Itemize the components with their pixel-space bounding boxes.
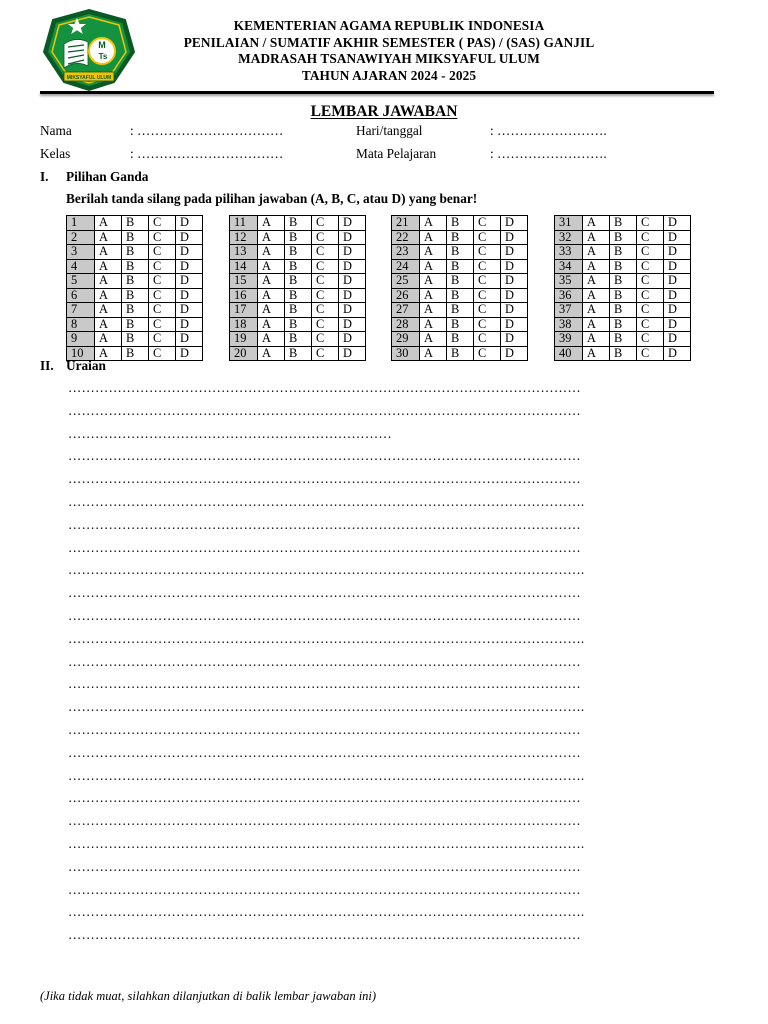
answer-option-d[interactable]: D (176, 303, 203, 318)
answer-option-b[interactable]: B (610, 274, 637, 289)
answer-row (67, 230, 203, 245)
answer-option-a[interactable]: A (258, 346, 285, 361)
answer-option-a[interactable]: A (258, 245, 285, 260)
answer-row (555, 230, 691, 245)
answer-option-b[interactable]: B (122, 216, 149, 231)
answer-row (230, 332, 366, 347)
answer-option-d[interactable]: D (339, 317, 366, 332)
question-number: 29 (392, 332, 420, 347)
answer-option-a[interactable]: A (258, 216, 285, 231)
question-number: 13 (230, 245, 258, 260)
answer-option-a[interactable]: A (420, 230, 447, 245)
answer-option-a[interactable]: A (420, 274, 447, 289)
answer-option-a[interactable]: A (420, 216, 447, 231)
answer-option-d[interactable]: D (501, 245, 528, 260)
question-number: 15 (230, 274, 258, 289)
answer-option-d[interactable]: D (176, 259, 203, 274)
question-number: 21 (392, 216, 420, 231)
answer-option-d[interactable]: D (664, 274, 691, 289)
answer-row (230, 274, 366, 289)
answer-block-1 (66, 215, 203, 361)
answer-option-c[interactable]: C (637, 216, 664, 231)
answer-option-b[interactable]: B (122, 288, 149, 303)
answer-option-c[interactable]: C (149, 230, 176, 245)
question-number: 28 (392, 317, 420, 332)
mata-pelajaran-label: Mata Pelajaran (356, 146, 437, 161)
answer-option-d[interactable]: D (501, 274, 528, 289)
answer-option-d[interactable]: D (176, 288, 203, 303)
answer-option-a[interactable]: A (583, 230, 610, 245)
answer-row (392, 346, 528, 361)
essay-line[interactable]: ……………………………………………………………………………………………………. (68, 836, 585, 851)
answer-option-a[interactable]: A (420, 346, 447, 361)
answer-option-a[interactable]: A (583, 317, 610, 332)
question-number: 6 (67, 288, 95, 303)
answer-option-c[interactable]: C (312, 230, 339, 245)
answer-option-d[interactable]: D (339, 274, 366, 289)
answer-row (67, 274, 203, 289)
essay-line[interactable]: …………………………………………………………………………………………………… (68, 813, 581, 829)
answer-row (67, 245, 203, 260)
answer-option-c[interactable]: C (474, 274, 501, 289)
question-number: 33 (555, 245, 583, 260)
answer-option-b[interactable]: B (447, 346, 474, 361)
essay-line[interactable]: …………………………………………………………………………………………………… (68, 539, 581, 555)
header-line-ministry: KEMENTERIAN AGAMA REPUBLIK INDONESIA (233, 18, 545, 33)
answer-row (67, 259, 203, 274)
answer-option-d[interactable]: D (339, 303, 366, 318)
question-number: 19 (230, 332, 258, 347)
answer-option-b[interactable]: B (610, 346, 637, 361)
answer-row (555, 274, 691, 289)
answer-row (392, 259, 528, 274)
answer-option-c[interactable]: C (637, 303, 664, 318)
answer-option-b[interactable]: B (610, 230, 637, 245)
answer-option-d[interactable]: D (664, 259, 691, 274)
answer-option-a[interactable]: A (420, 259, 447, 274)
answer-row (555, 259, 691, 274)
answer-option-c[interactable]: C (312, 332, 339, 347)
answer-option-c[interactable]: C (149, 332, 176, 347)
answer-option-c[interactable]: C (312, 303, 339, 318)
answer-option-c[interactable]: C (474, 245, 501, 260)
answer-option-b[interactable]: B (285, 346, 312, 361)
answer-row (392, 332, 528, 347)
hari-tanggal-field[interactable]: : ……………………. (490, 123, 607, 138)
answer-option-a[interactable]: A (420, 317, 447, 332)
answer-option-c[interactable]: C (149, 288, 176, 303)
answer-option-c[interactable]: C (149, 216, 176, 231)
essay-line[interactable]: …………………………………………………………………………………………………… (68, 722, 581, 737)
answer-option-b[interactable]: B (447, 317, 474, 332)
answer-block-2 (229, 215, 366, 361)
answer-option-b[interactable]: B (122, 303, 149, 318)
answer-option-a[interactable]: A (583, 259, 610, 274)
question-number: 30 (392, 346, 420, 361)
answer-option-c[interactable]: C (474, 317, 501, 332)
answer-option-c[interactable]: C (312, 259, 339, 274)
question-number: 27 (392, 303, 420, 318)
answer-option-b[interactable]: B (285, 332, 312, 347)
answer-option-d[interactable]: D (176, 230, 203, 245)
answer-option-d[interactable]: D (501, 216, 528, 231)
answer-option-b[interactable]: B (447, 216, 474, 231)
answer-option-b[interactable]: B (447, 259, 474, 274)
question-number: 7 (67, 303, 95, 318)
kelas-field[interactable]: : …………………………… (130, 146, 284, 161)
answer-option-b[interactable]: B (285, 317, 312, 332)
answer-option-d[interactable]: D (339, 245, 366, 260)
answer-option-d[interactable]: D (176, 274, 203, 289)
question-number: 14 (230, 259, 258, 274)
answer-row (230, 346, 366, 361)
answer-option-d[interactable]: D (501, 303, 528, 318)
question-number: 10 (67, 346, 95, 361)
essay-line[interactable]: …………………………………………………………………………………………………… (68, 380, 581, 395)
answer-row (392, 230, 528, 245)
header-line-school: MADRASAH TSANAWIYAH MIKSYAFUL ULUM (238, 51, 540, 66)
answer-option-c[interactable]: C (474, 230, 501, 245)
answer-option-d[interactable]: D (339, 346, 366, 361)
question-number: 8 (67, 317, 95, 332)
question-number: 39 (555, 332, 583, 347)
answer-option-a[interactable]: A (95, 317, 122, 332)
answer-row (555, 303, 691, 318)
answer-option-b[interactable]: B (285, 230, 312, 245)
answer-option-a[interactable]: A (420, 288, 447, 303)
essay-line[interactable]: …………………………………………………………………………………………………… (68, 448, 581, 464)
answer-option-d[interactable]: D (664, 303, 691, 318)
answer-option-b[interactable]: B (122, 346, 149, 361)
answer-option-c[interactable]: C (149, 245, 176, 260)
footnote: (Jika tidak muat, silahkan dilanjutkan di balik lembar jawaban ini) (40, 989, 377, 1003)
question-number: 17 (230, 303, 258, 318)
answer-row (230, 317, 366, 332)
answer-option-a[interactable]: A (420, 245, 447, 260)
answer-row (230, 259, 366, 274)
answer-row (392, 317, 528, 332)
section-1-instruction: Berilah tanda silang pada pilihan jawaban (A, B, C, atau D) yang benar! (66, 191, 478, 206)
answer-option-a[interactable]: A (95, 259, 122, 274)
answer-option-c[interactable]: C (474, 332, 501, 347)
answer-row (555, 317, 691, 332)
question-number: 11 (230, 216, 258, 231)
answer-option-b[interactable]: B (610, 288, 637, 303)
answer-option-c[interactable]: C (312, 216, 339, 231)
page-title (0, 103, 768, 121)
essay-line[interactable]: ……………………………………………………………………………………………………. (68, 562, 585, 578)
essay-line[interactable]: …………………………………………………………………………………………………… (68, 402, 581, 418)
question-number: 32 (555, 230, 583, 245)
answer-option-a[interactable]: A (583, 216, 610, 231)
answer-option-d[interactable]: D (664, 332, 691, 347)
answer-option-b[interactable]: B (285, 288, 312, 303)
question-number: 22 (392, 230, 420, 245)
essay-line[interactable]: …………………………………………………………………………………………………… (68, 585, 581, 601)
answer-row (392, 216, 528, 231)
answer-option-d[interactable]: D (501, 332, 528, 347)
answer-option-c[interactable]: C (312, 245, 339, 260)
answer-option-b[interactable]: B (122, 230, 149, 245)
answer-option-d[interactable]: D (176, 317, 203, 332)
answer-option-b[interactable]: B (447, 274, 474, 289)
answer-row (230, 216, 366, 231)
nama-field[interactable]: : …………………………… (130, 123, 284, 138)
essay-line[interactable]: …………………………………………………………………………………………………… (68, 927, 581, 943)
answer-row (555, 346, 691, 361)
answer-row (67, 303, 203, 318)
page-title-text: LEMBAR JAWABAN (310, 103, 458, 120)
question-number: 3 (67, 245, 95, 260)
answer-option-a[interactable]: A (258, 332, 285, 347)
answer-option-b[interactable]: B (122, 332, 149, 347)
essay-line[interactable]: ……………………………………………………………………………………………………. (68, 494, 585, 509)
section-1-number: I. (40, 169, 49, 184)
answer-option-a[interactable]: A (95, 245, 122, 260)
answer-option-b[interactable]: B (122, 245, 149, 260)
essay-line[interactable]: …………………………………………………………………………………………………… (68, 881, 581, 897)
answer-option-c[interactable]: C (637, 259, 664, 274)
logo-monogram-top: M (98, 40, 106, 50)
answer-option-d[interactable]: D (664, 230, 691, 245)
essay-line[interactable]: ……………………………………………………………………………………………………. (68, 630, 585, 646)
answer-row (230, 230, 366, 245)
answer-option-b[interactable]: B (122, 317, 149, 332)
answer-option-b[interactable]: B (447, 303, 474, 318)
answer-option-c[interactable]: C (474, 303, 501, 318)
answer-option-a[interactable]: A (258, 274, 285, 289)
question-number: 2 (67, 230, 95, 245)
answer-option-d[interactable]: D (339, 216, 366, 231)
essay-line[interactable]: …………………………………………………………………………………………………… (68, 608, 581, 623)
answer-option-b[interactable]: B (447, 245, 474, 260)
answer-option-c[interactable]: C (149, 303, 176, 318)
letterhead (150, 18, 628, 84)
answer-row (230, 245, 366, 260)
answer-option-a[interactable]: A (583, 245, 610, 260)
answer-option-b[interactable]: B (610, 245, 637, 260)
question-number: 25 (392, 274, 420, 289)
answer-option-a[interactable]: A (258, 230, 285, 245)
answer-option-a[interactable]: A (95, 216, 122, 231)
question-number: 9 (67, 332, 95, 347)
mata-pelajaran-field[interactable]: : ……………………. (490, 146, 607, 161)
answer-option-d[interactable]: D (664, 216, 691, 231)
answer-option-d[interactable]: D (664, 317, 691, 332)
essay-line[interactable]: ……………………………………………………………………………………………………. (68, 904, 585, 920)
essay-line[interactable]: …………………………………………………………………………………………………… (68, 653, 581, 669)
question-number: 38 (555, 317, 583, 332)
answer-option-c[interactable]: C (312, 346, 339, 361)
kelas-label: Kelas (40, 146, 71, 161)
answer-option-b[interactable]: B (447, 288, 474, 303)
essay-line[interactable]: ……………………………………………………………………………………………………. (68, 699, 585, 715)
answer-option-d[interactable]: D (501, 317, 528, 332)
question-number: 18 (230, 317, 258, 332)
answer-row (392, 274, 528, 289)
answer-option-c[interactable]: C (637, 346, 664, 361)
answer-option-c[interactable]: C (312, 317, 339, 332)
answer-option-a[interactable]: A (258, 259, 285, 274)
answer-option-d[interactable]: D (176, 346, 203, 361)
question-number: 23 (392, 245, 420, 260)
answer-option-a[interactable]: A (583, 274, 610, 289)
answer-option-a[interactable]: A (95, 230, 122, 245)
answer-option-a[interactable]: A (258, 288, 285, 303)
header-line-year: TAHUN AJARAN 2024 - 2025 (301, 67, 477, 83)
answer-option-a[interactable]: A (583, 346, 610, 361)
question-number: 1 (67, 216, 95, 231)
answer-option-d[interactable]: D (339, 259, 366, 274)
answer-row (555, 216, 691, 231)
question-number: 36 (555, 288, 583, 303)
answer-option-b[interactable]: B (610, 259, 637, 274)
essay-line[interactable]: …………………………………………………………………………………………………… (68, 516, 581, 532)
answer-option-d[interactable]: D (176, 332, 203, 347)
essay-line[interactable]: …………………………………………………………………………………………………… (68, 676, 581, 692)
answer-option-c[interactable]: C (637, 332, 664, 347)
answer-option-d[interactable]: D (339, 332, 366, 347)
essay-line[interactable]: …………………………………………………………………………………………………… (68, 471, 581, 487)
answer-option-d[interactable]: D (501, 230, 528, 245)
answer-row (555, 332, 691, 347)
answer-option-c[interactable]: C (149, 274, 176, 289)
answer-option-c[interactable]: C (149, 346, 176, 361)
answer-option-c[interactable]: C (637, 288, 664, 303)
answer-option-d[interactable]: D (176, 216, 203, 231)
logo-monogram-bottom: Ts (98, 52, 108, 61)
answer-option-c[interactable]: C (474, 288, 501, 303)
answer-option-a[interactable]: A (95, 346, 122, 361)
nama-label: Nama (40, 123, 72, 138)
question-number: 26 (392, 288, 420, 303)
answer-option-b[interactable]: B (447, 230, 474, 245)
header-divider (40, 91, 714, 94)
answer-row (230, 303, 366, 318)
question-number: 16 (230, 288, 258, 303)
school-emblem-logo (42, 8, 136, 92)
answer-option-b[interactable]: B (285, 303, 312, 318)
essay-line[interactable]: ……………………………………………………………… (68, 425, 392, 441)
answer-row (67, 332, 203, 347)
question-number: 5 (67, 274, 95, 289)
question-number: 31 (555, 216, 583, 231)
answer-option-d[interactable]: D (176, 245, 203, 260)
answer-option-a[interactable]: A (583, 303, 610, 318)
question-number: 24 (392, 259, 420, 274)
essay-line[interactable]: …………………………………………………………………………………………………… (68, 858, 581, 874)
answer-option-a[interactable]: A (420, 332, 447, 347)
answer-option-d[interactable]: D (339, 230, 366, 245)
answer-option-c[interactable]: C (474, 346, 501, 361)
answer-row (67, 216, 203, 231)
answer-option-a[interactable]: A (258, 303, 285, 318)
answer-option-b[interactable]: B (447, 332, 474, 347)
answer-option-b[interactable]: B (285, 259, 312, 274)
section-2-number: II. (40, 358, 54, 373)
question-number: 40 (555, 346, 583, 361)
answer-option-c[interactable]: C (637, 274, 664, 289)
answer-option-b[interactable]: B (285, 274, 312, 289)
answer-option-d[interactable]: D (501, 288, 528, 303)
question-number: 34 (555, 259, 583, 274)
answer-option-d[interactable]: D (664, 346, 691, 361)
answer-block-4 (554, 215, 691, 361)
essay-line[interactable]: …………………………………………………………………………………………………… (68, 790, 581, 806)
answer-option-b[interactable]: B (122, 274, 149, 289)
answer-option-c[interactable]: C (149, 259, 176, 274)
answer-row (67, 288, 203, 303)
answer-option-c[interactable]: C (474, 259, 501, 274)
answer-option-c[interactable]: C (474, 216, 501, 231)
answer-option-a[interactable]: A (95, 274, 122, 289)
answer-option-d[interactable]: D (664, 288, 691, 303)
section-1-title: Pilihan Ganda (66, 169, 149, 184)
essay-line[interactable]: …………………………………………………………………………………………………… (68, 744, 581, 760)
question-number: 20 (230, 346, 258, 361)
question-number: 4 (67, 259, 95, 274)
answer-option-b[interactable]: B (285, 216, 312, 231)
question-number: 35 (555, 274, 583, 289)
hari-tanggal-label: Hari/tanggal (356, 123, 423, 138)
answer-row (392, 245, 528, 260)
answer-row (392, 288, 528, 303)
answer-block-3 (391, 215, 528, 361)
logo-ribbon-text: MIKSYAFUL ULUM (66, 75, 112, 81)
answer-option-b[interactable]: B (122, 259, 149, 274)
answer-option-a[interactable]: A (95, 288, 122, 303)
answer-option-c[interactable]: C (149, 317, 176, 332)
answer-option-b[interactable]: B (610, 216, 637, 231)
answer-option-b[interactable]: B (285, 245, 312, 260)
answer-option-b[interactable]: B (610, 317, 637, 332)
answer-row (555, 288, 691, 303)
answer-option-a[interactable]: A (583, 288, 610, 303)
answer-option-d[interactable]: D (339, 288, 366, 303)
answer-option-d[interactable]: D (501, 259, 528, 274)
answer-option-c[interactable]: C (637, 317, 664, 332)
answer-option-a[interactable]: A (583, 332, 610, 347)
answer-row (67, 317, 203, 332)
answer-option-c[interactable]: C (637, 230, 664, 245)
answer-option-d[interactable]: D (501, 346, 528, 361)
answer-option-c[interactable]: C (312, 288, 339, 303)
answer-row (392, 303, 528, 318)
section-2-title: Uraian (66, 358, 106, 373)
answer-option-a[interactable]: A (420, 303, 447, 318)
question-number: 37 (555, 303, 583, 318)
question-number: 12 (230, 230, 258, 245)
answer-option-a[interactable]: A (258, 317, 285, 332)
answer-option-a[interactable]: A (95, 332, 122, 347)
answer-row (555, 245, 691, 260)
answer-option-b[interactable]: B (610, 332, 637, 347)
essay-line[interactable]: ……………………………………………………………………………………………………. (68, 767, 585, 783)
answer-row (230, 288, 366, 303)
answer-option-d[interactable]: D (664, 245, 691, 260)
answer-option-b[interactable]: B (610, 303, 637, 318)
header-line-exam: PENILAIAN / SUMATIF AKHIR SEMESTER ( PAS) / (SAS) GANJIL (183, 34, 595, 50)
answer-option-c[interactable]: C (312, 274, 339, 289)
answer-option-a[interactable]: A (95, 303, 122, 318)
answer-option-c[interactable]: C (637, 245, 664, 260)
